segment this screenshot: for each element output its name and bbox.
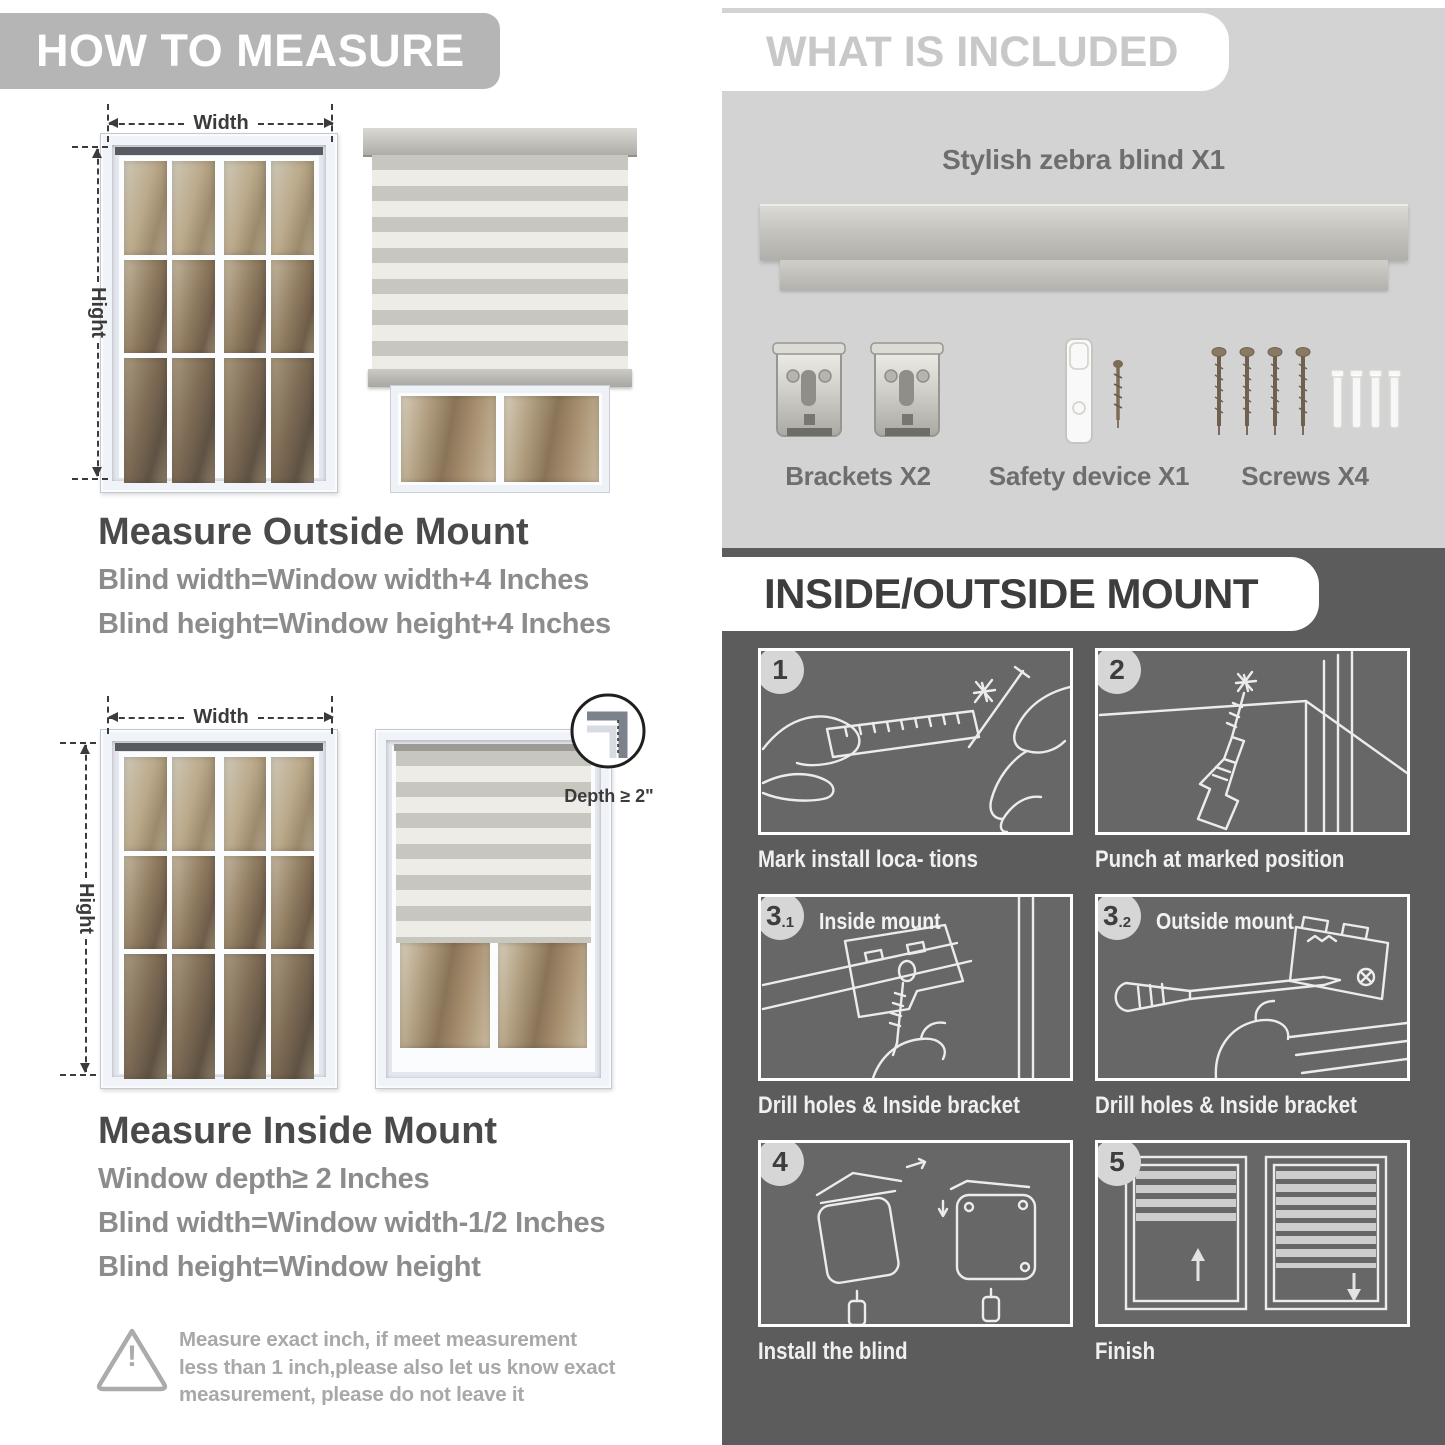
how-to-measure-title: HOW TO MEASURE (36, 25, 465, 76)
screws-label: Screws X4 (1241, 461, 1369, 491)
width-measure-outside (109, 112, 333, 135)
width-label: Width (193, 112, 249, 134)
step-3-2-tile (1095, 894, 1410, 1081)
step-5 (1095, 1140, 1410, 1366)
mount-header (722, 557, 1319, 631)
step-4-illustration (761, 1143, 1070, 1324)
depth-label: Depth ≥ 2" (564, 786, 654, 806)
inside-blind-headrail (394, 744, 593, 751)
step-2 (1095, 648, 1410, 874)
step-1-badge: 1 (758, 648, 804, 694)
inside-window-glass (400, 943, 587, 1048)
inside-mount-line-3: Blind height=Window height (98, 1251, 481, 1283)
inside-mount-title: Measure Inside Mount (98, 1110, 498, 1152)
inside-blind-figure (375, 729, 612, 1089)
what-is-included-title: WHAT IS INCLUDED (766, 27, 1179, 76)
step-2-caption: Punch at marked position (1095, 846, 1345, 873)
window-below-blind (391, 386, 609, 492)
safety-device-icon (1014, 336, 1164, 450)
step-3-2-label: Outside mount (1156, 908, 1294, 934)
inside-mount-line-2: Blind width=Window width-1/2 Inches (98, 1207, 606, 1239)
included-item-safety-device (984, 336, 1194, 492)
mount-section (722, 548, 1445, 1445)
step-3-2-caption: Drill holes & Inside bracket (1095, 1092, 1357, 1119)
step-1-tile (758, 648, 1073, 835)
step-1-caption: Mark install loca- tions (758, 846, 978, 873)
step-3-1-badge: 3 .1 (758, 894, 804, 940)
height-tick-top (72, 146, 108, 148)
step-2-illustration (1098, 651, 1407, 832)
step-3-1-label: Inside mount (819, 908, 941, 934)
step-2-badge: 2 (1095, 648, 1141, 694)
step-5-badge: 5 (1095, 1140, 1141, 1186)
screws-icon (1205, 342, 1405, 450)
outside-mount-title: Measure Outside Mount (98, 511, 529, 553)
step-3-2 (1095, 894, 1410, 1120)
step-4-badge: 4 (758, 1140, 804, 1186)
included-item-screws (1200, 342, 1410, 492)
mount-steps (758, 648, 1410, 1386)
headrail-graphic-rail (780, 260, 1388, 290)
height-tick-bottom-2 (60, 1074, 96, 1076)
what-is-included-section (722, 8, 1445, 548)
step-3-2-badge: 3 .2 (1095, 894, 1141, 940)
blind-bottomrail (368, 369, 632, 387)
outside-window-photo (100, 133, 338, 493)
depth-magnifier-icon (569, 692, 647, 770)
width-label: Width (193, 706, 249, 728)
outside-mount-line-2: Blind height=Window height+4 Inches (98, 608, 611, 640)
width-measure-inside (109, 706, 333, 729)
step-3-1 (758, 894, 1073, 1120)
warning-exclamation: ! (127, 1340, 137, 1373)
right-column (722, 0, 1445, 1445)
headrail-graphic-main (760, 204, 1408, 260)
step-5-caption: Finish (1095, 1338, 1156, 1365)
step-2-tile (1095, 648, 1410, 835)
step-4-caption: Install the blind (758, 1338, 908, 1365)
outside-blind-figure (363, 128, 637, 492)
window-right-sash (224, 161, 315, 473)
zebra-fabric (372, 155, 628, 369)
height-tick-bottom (72, 478, 108, 480)
step-3-1-caption: Drill holes & Inside bracket (758, 1092, 1020, 1119)
inside-zebra-fabric (396, 751, 591, 943)
height-label: Hight (75, 882, 97, 935)
brackets-icon (769, 338, 947, 450)
warning-text: Measure exact inch, if meet measurement less than 1 inch,please also let us know exact measurement, please do not leave it (179, 1328, 616, 1406)
step-5-illustration (1098, 1143, 1407, 1324)
what-is-included-header (722, 13, 1229, 91)
safety-device-label: Safety device X1 (988, 461, 1190, 491)
blind-headrail (363, 128, 637, 155)
inside-window-photo (100, 729, 338, 1089)
step-5-tile (1095, 1140, 1410, 1327)
step-1 (758, 648, 1073, 874)
brackets-label: Brackets X2 (785, 461, 931, 491)
mount-title: INSIDE/OUTSIDE MOUNT (764, 570, 1259, 617)
inside-mount-line-1: Window depth≥ 2 Inches (98, 1163, 430, 1195)
outside-mount-line-1: Blind width=Window width+4 Inches (98, 564, 589, 596)
step-3-1-tile (758, 894, 1073, 1081)
step-4 (758, 1140, 1073, 1366)
how-to-measure-header (0, 13, 500, 89)
height-measure-outside (86, 149, 109, 476)
included-item-brackets (758, 338, 958, 492)
window-top-shadow (115, 147, 323, 155)
window-left-sash (124, 161, 215, 473)
product-label: Stylish zebra blind X1 (942, 144, 1225, 175)
step-4-tile (758, 1140, 1073, 1327)
step-1-illustration (761, 651, 1070, 832)
height-label: Hight (87, 286, 109, 339)
height-tick-top-2 (60, 742, 96, 744)
height-measure-inside (74, 745, 97, 1072)
